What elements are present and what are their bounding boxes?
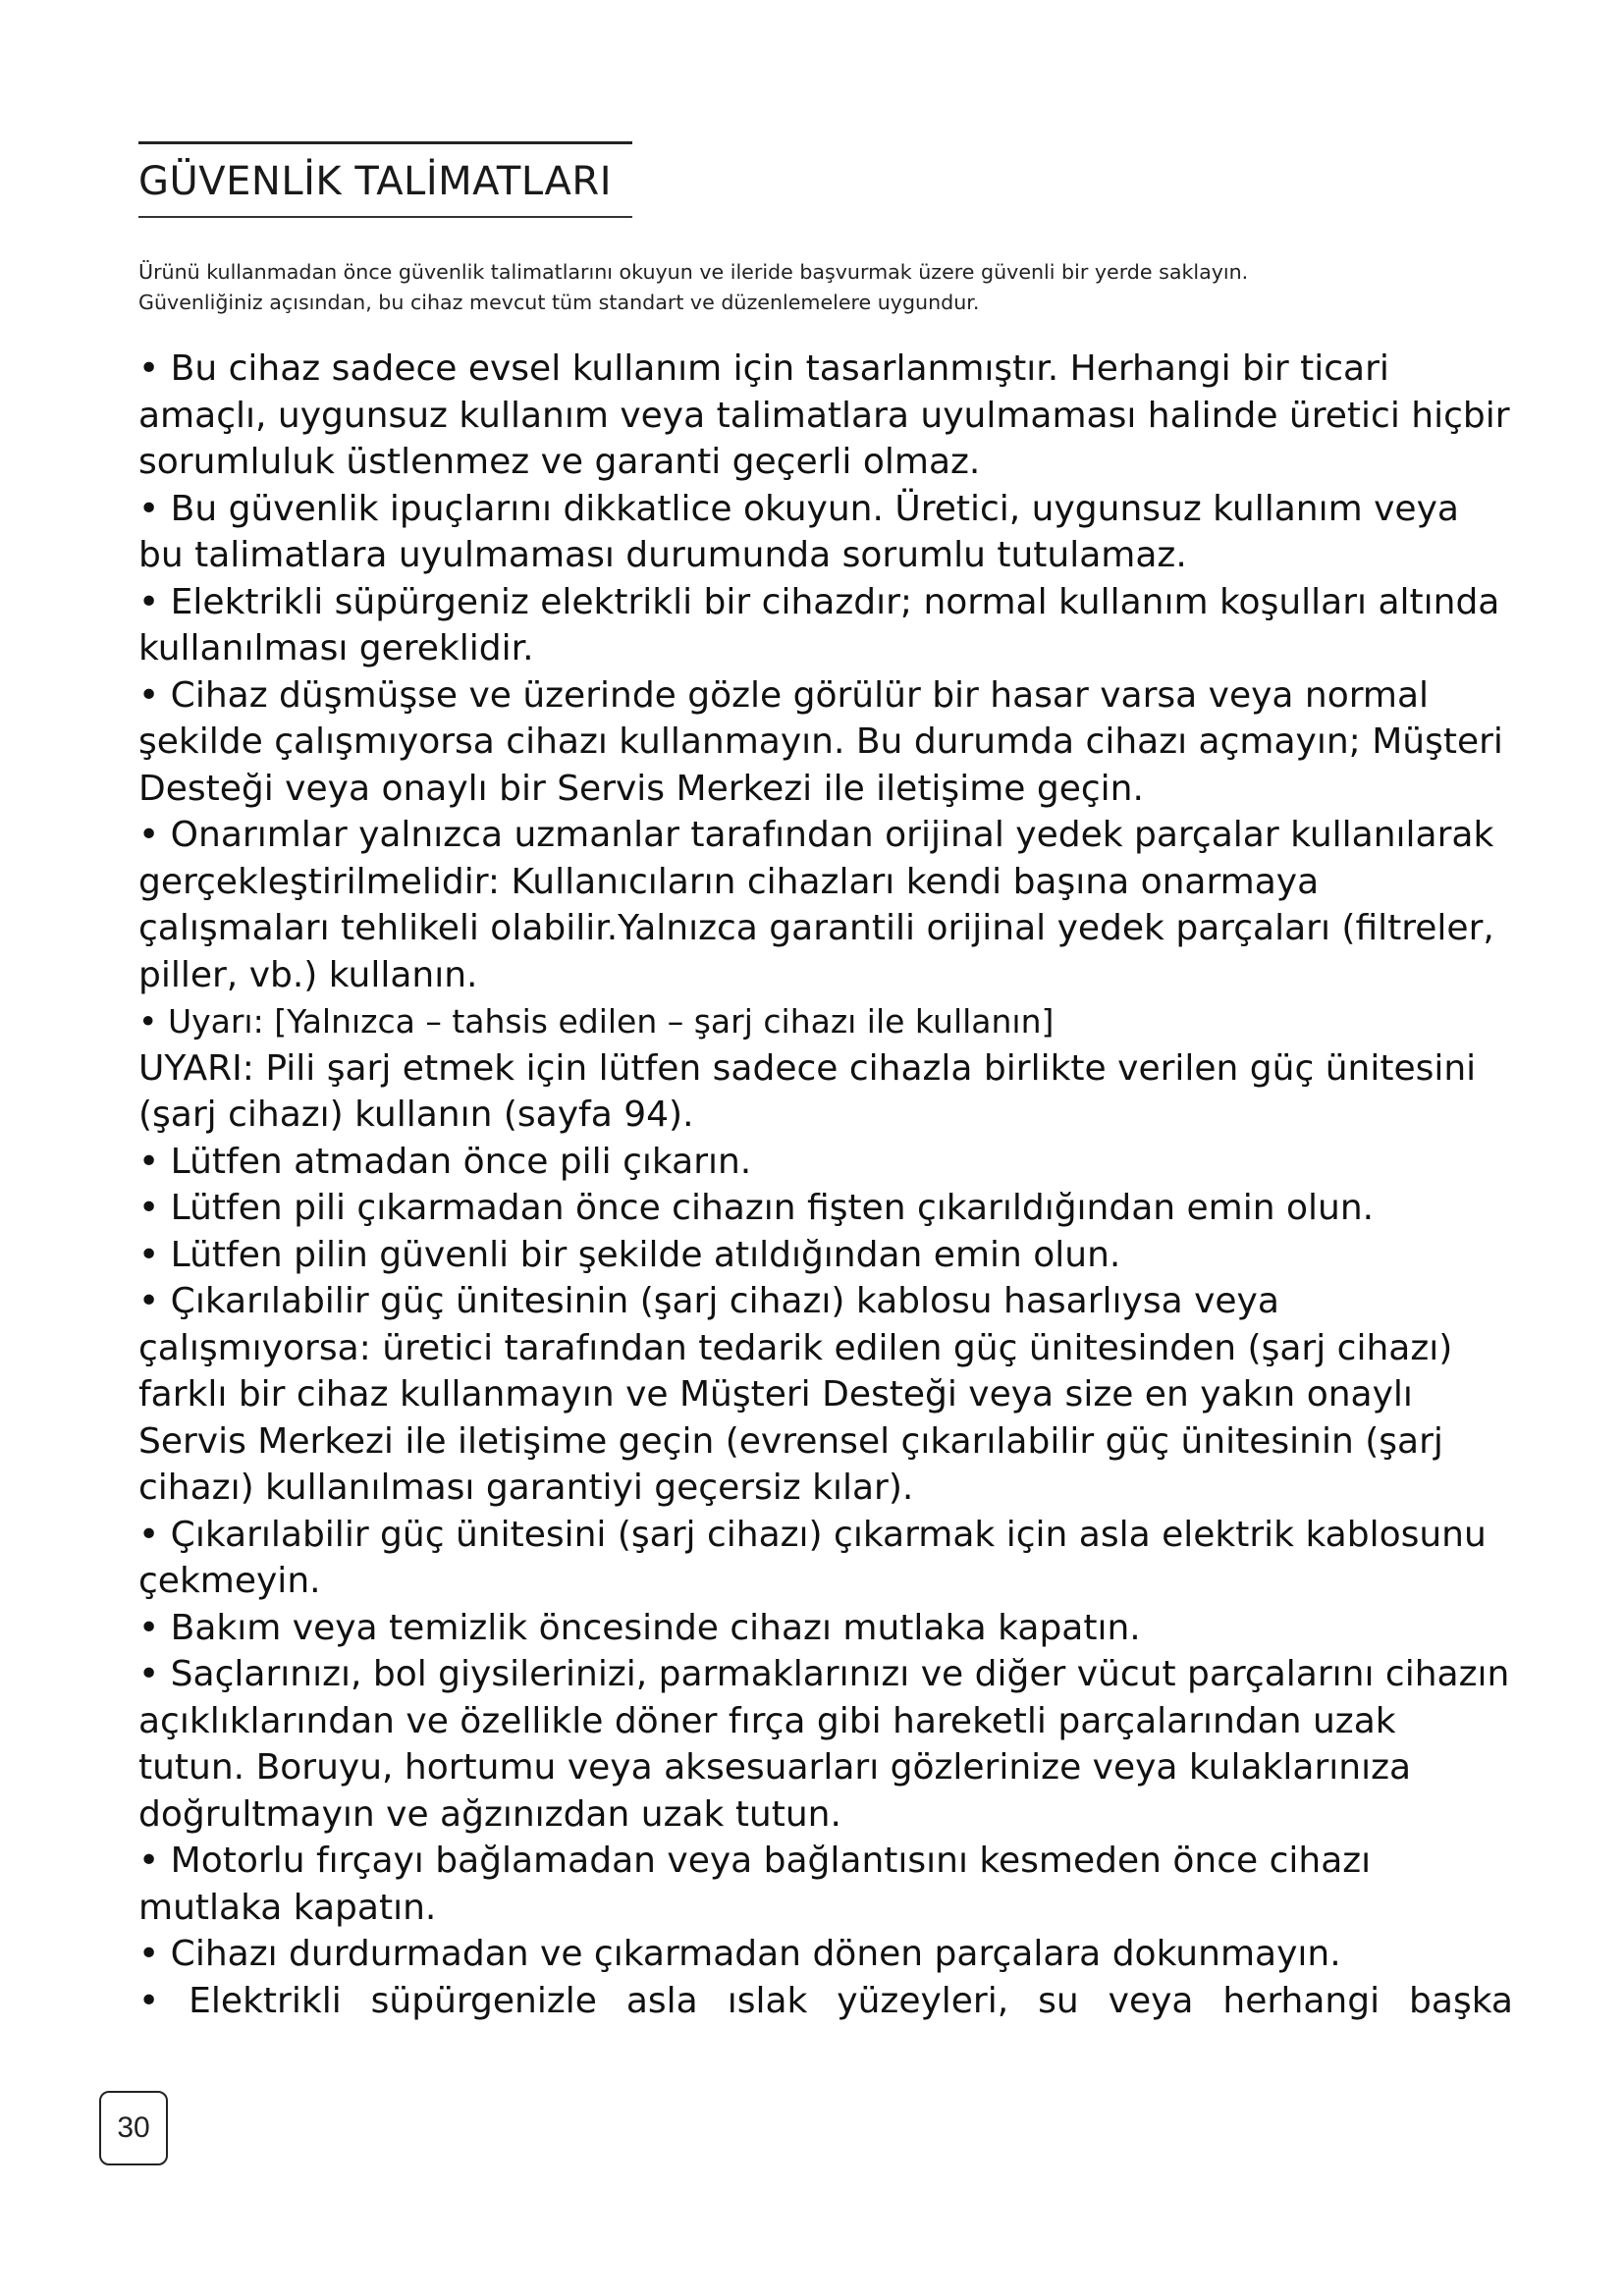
instruction-item: • Lütfen pilin güvenli bir şekilde atıldığından emin olun. — [138, 1234, 1121, 1275]
instruction-item: • Motorlu fırçayı bağlamadan veya bağlantısını kesmeden önce cihazı mutlaka kapatın. — [138, 1841, 1372, 1928]
warning-item: UYARI: Pili şarj etmek için lütfen sadece cihazla birlikte verilen güç ünitesini (şarj cihazı) kullanın (sayfa 94). — [138, 1047, 1477, 1135]
intro-line-1: Ürünü kullanmadan önce güvenlik talimatlarını okuyun ve ileride başvurmak üzere güvenli bir yerde saklayın. — [138, 260, 1249, 284]
intro-line-2: Güvenliğiniz açısından, bu cihaz mevcut tüm standart ve düzenlemelere uygundur. — [138, 291, 980, 314]
instruction-item: • Lütfen atmadan önce pili çıkarın. — [138, 1141, 752, 1182]
instruction-item: • Uyarı: [Yalnızca – tahsis edilen – şarj cihazı ile kullanın] — [138, 1002, 1055, 1041]
instruction-item: • Elektrikli süpürgeniz elektrikli bir cihazdır; normal kullanım koşulları altında kullanılması gereklidir. — [138, 581, 1500, 668]
intro-text — [138, 257, 1503, 318]
page-number: 30 — [99, 2091, 168, 2165]
instruction-item: • Bakım veya temizlik öncesinde cihazı mutlaka kapatın. — [138, 1607, 1141, 1648]
instruction-item: • Cihazı durdurmadan ve çıkarmadan dönen parçalara dokunmayın. — [138, 1934, 1341, 1974]
header-top-rule — [138, 141, 632, 144]
header-bottom-rule — [138, 216, 632, 218]
instruction-item: • Elektrikli süpürgenizle asla ıslak yüzeyleri, su veya herhangi başka — [138, 1980, 1513, 2021]
instruction-item: • Onarımlar yalnızca uzmanlar tarafından orijinal yedek parçalar kullanılarak gerçekleştirilmelidir: Kullanıcıların cihazları kendi başına onarmaya çalışmaları tehlikeli olabilir.Yalnızca garantili orijinal yedek parçaları (filtreler, piller, vb.) kullanın. — [138, 815, 1494, 995]
instruction-item: • Bu güvenlik ipuçlarını dikkatlice okuyun. Üretici, uygunsuz kullanım veya bu talimatlara uyulmaması durumunda sorumlu tutulamaz. — [138, 488, 1459, 575]
instruction-item: • Cihaz düşmüşse ve üzerinde gözle görülür bir hasar varsa veya normal şekilde çalışmıyorsa cihazı kullanmayın. Bu durumda cihazı açmayın; Müşteri Desteği veya onaylı bir Servis Merkezi ile iletişime geçin. — [138, 674, 1503, 809]
section-header — [138, 141, 632, 218]
instruction-item: • Çıkarılabilir güç ünitesini (şarj cihazı) çıkarmak için asla elektrik kablosunu çekmeyin. — [138, 1514, 1487, 1601]
instruction-item: • Çıkarılabilir güç ünitesinin (şarj cihazı) kablosu hasarlıysa veya çalışmıyorsa: üretici tarafından tedarik edilen güç ünitesinden (şarj cihazı) farklı bir cihaz kullanmayın ve Müşteri Desteği veya size en yakın onaylı Servis Merkezi ile iletişime geçin (evrensel çıkarılabilir güç ünitesinin (şarj cihazı) kullanılması garantiyi geçersiz kılar). — [138, 1281, 1453, 1508]
instruction-item: • Saçlarınızı, bol giysilerinizi, parmaklarınızı ve diğer vücut parçalarını cihazın açıklıklarından ve özellikle döner fırça gibi hareketli parçalarından uzak tutun. Boruyu, hortumu veya aksesuarları gözlerinize veya kulaklarınıza doğrultmayın ve ağzınızdan uzak tutun. — [138, 1654, 1510, 1835]
instruction-item: • Lütfen pili çıkarmadan önce cihazın fişten çıkarıldığından emin olun. — [138, 1188, 1375, 1228]
safety-instructions — [138, 346, 1513, 2024]
instruction-item: • Bu cihaz sadece evsel kullanım için tasarlanmıştır. Herhangi bir ticari amaçlı, uygunsuz kullanım veya talimatlara uyulmaması halinde üretici hiçbir sorumluluk üstlenmez ve garanti geçerli olmaz. — [138, 348, 1510, 482]
page-title: GÜVENLİK TALİMATLARI — [138, 159, 612, 204]
